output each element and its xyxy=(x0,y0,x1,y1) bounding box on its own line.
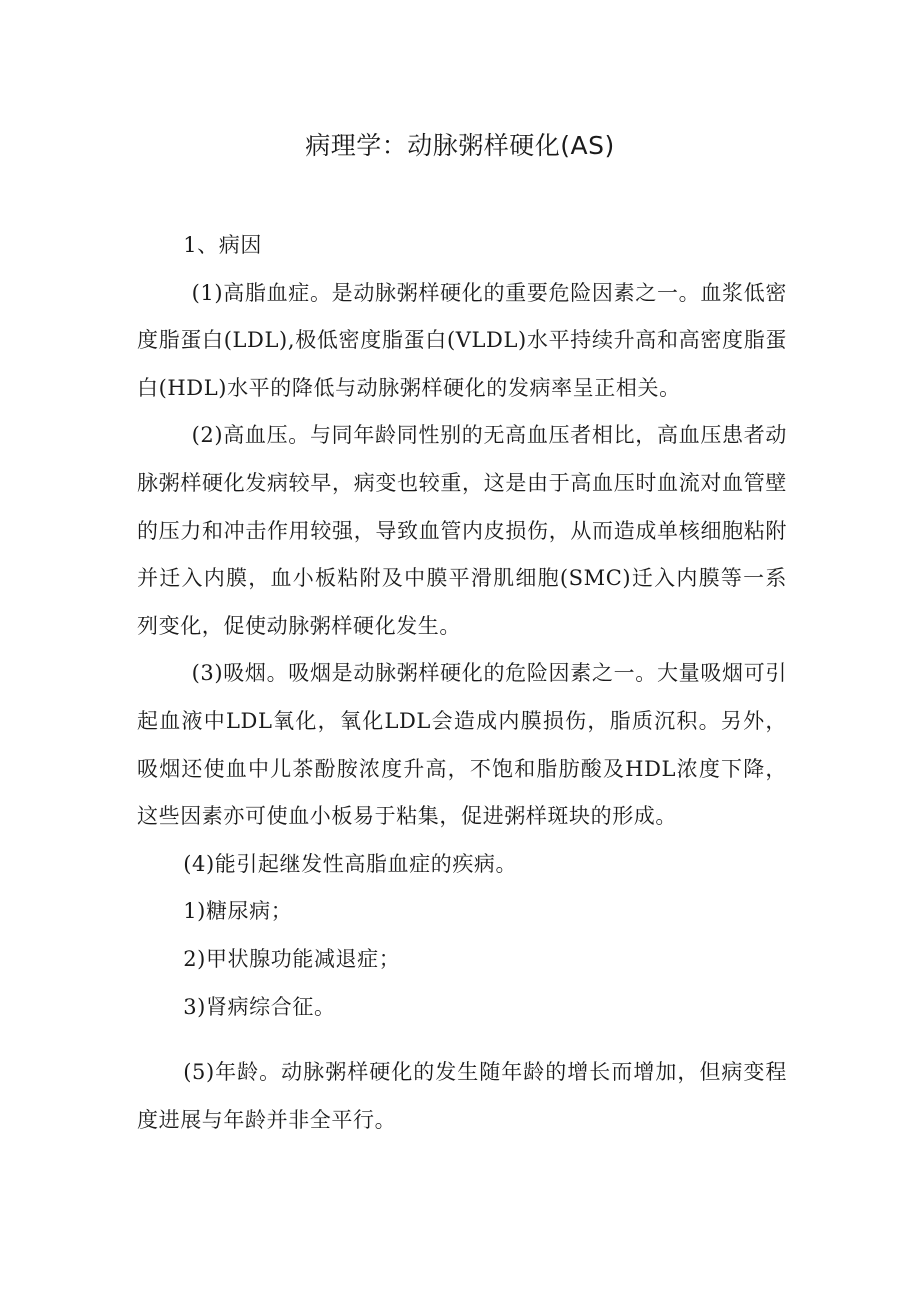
document-title: 病理学：动脉粥样硬化(AS) xyxy=(305,131,615,160)
paragraph-smoking: (3)吸烟。吸烟是动脉粥样硬化的危险因素之一。大量吸烟可引起血液中LDL氧化，氧化LDL会造成内膜损伤，脂质沉积。另外，吸烟还使血中儿茶酚胺浓度升高，不饱和脂肪酸及HDL浓度下降，这些因素亦可使血小板易于粘集，促进粥样斑块的形成。 xyxy=(137,661,787,829)
paragraph-secondary-hyperlipidemia: (4)能引起继发性高脂血症的疾病。 xyxy=(183,851,518,876)
paragraph-hyperlipidemia: (1)高脂血症。是动脉粥样硬化的重要危险因素之一。血浆低密度脂蛋白(LDL),极低密度脂蛋白(VLDL)水平持续升高和高密度脂蛋白(HDL)水平的降低与动脉粥样硬化的发病率呈正相关。 xyxy=(137,280,787,400)
document-body xyxy=(137,222,787,1144)
paragraph-hypertension: (2)高血压。与同年龄同性别的无高血压者相比，高血压患者动脉粥样硬化发病较早，病变也较重，这是由于高血压时血流对血管壁的压力和冲击作用较强，导致血管内皮损伤，从而造成单核细胞粘附并迁入内膜，血小板粘附及中膜平滑肌细胞(SMC)迁入内膜等一系列变化，促使动脉粥样硬化发生。 xyxy=(137,423,787,638)
list-item-diabetes: 1)糖尿病； xyxy=(183,899,293,924)
section-heading: 1、病因 xyxy=(183,233,262,257)
paragraph-age: (5)年龄。动脉粥样硬化的发生随年龄的增长而增加，但病变程度进展与年龄并非全平行。 xyxy=(137,1060,787,1132)
list-item-nephrotic-syndrome: 3)肾病综合征。 xyxy=(183,994,336,1019)
list-item-hypothyroidism: 2)甲状腺功能减退症； xyxy=(183,946,401,971)
